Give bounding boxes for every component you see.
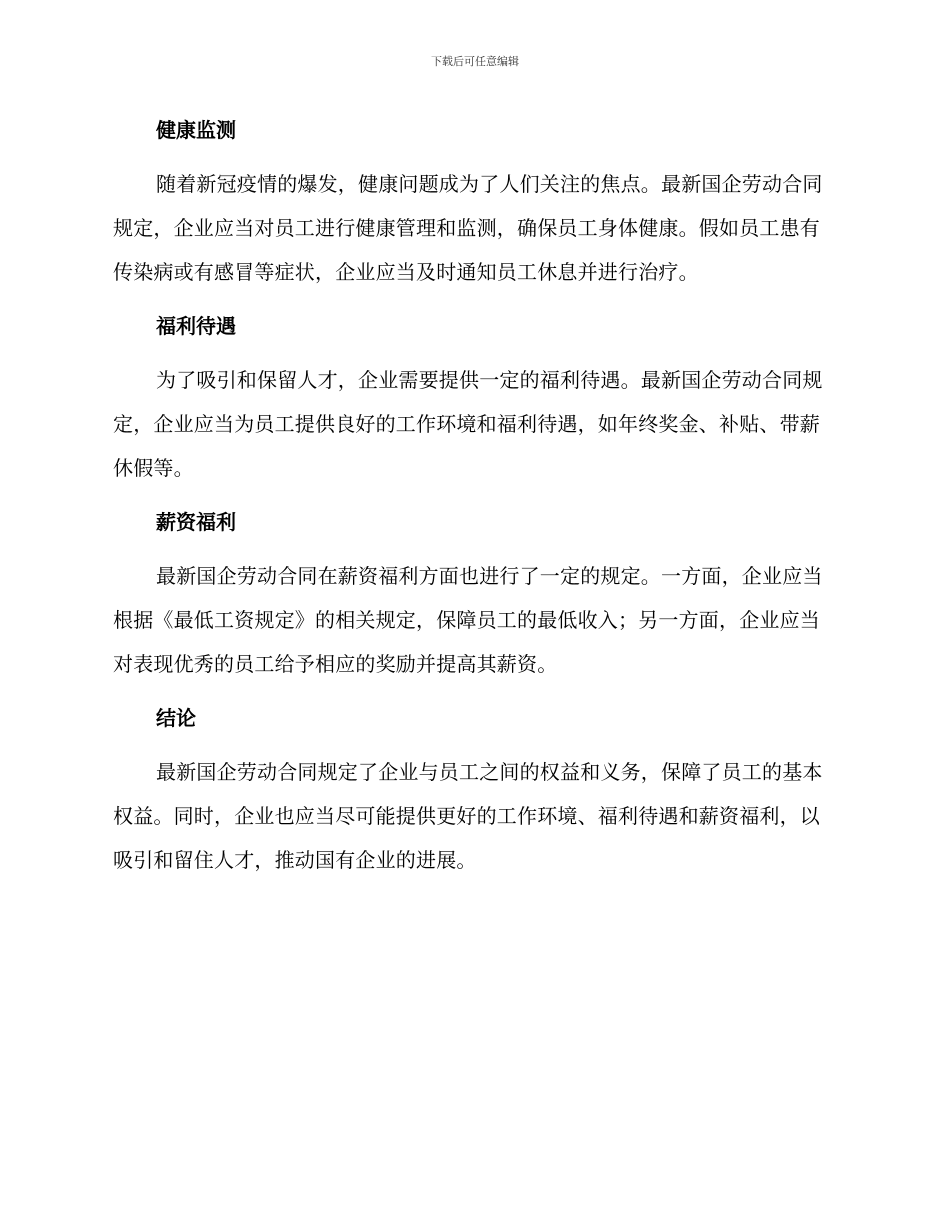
section-heading-salary: 薪资福利: [156, 510, 236, 534]
section-heading-benefits: 福利待遇: [156, 314, 236, 338]
section-body-benefits: 为了吸引和保留人才，企业需要提供一定的福利待遇。最新国企劳动合同规定，企业应当为员工提供良好的工作环境和福利待遇，如年终奖金、补贴、带薪休假等。: [113, 368, 823, 480]
document-body: [113, 108, 833, 892]
section-heading-health: 健康监测: [156, 118, 236, 142]
section-heading-conclusion: 结论: [156, 706, 196, 730]
section-body-conclusion: 最新国企劳动合同规定了企业与员工之间的权益和义务，保障了员工的基本权益。同时，企业也应当尽可能提供更好的工作环境、福利待遇和薪资福利，以吸引和留住人才，推动国有企业的进展。: [113, 760, 823, 872]
page-header: 下载后可任意编辑: [431, 55, 519, 68]
section-body-salary: 最新国企劳动合同在薪资福利方面也进行了一定的规定。一方面，企业应当根据《最低工资规定》的相关规定，保障员工的最低收入；另一方面，企业应当对表现优秀的员工给予相应的奖励并提高其薪资。: [113, 564, 823, 676]
section-body-health: 随着新冠疫情的爆发，健康问题成为了人们关注的焦点。最新国企劳动合同规定，企业应当对员工进行健康管理和监测，确保员工身体健康。假如员工患有传染病或有感冒等症状，企业应当及时通知员工休息并进行治疗。: [113, 172, 823, 284]
